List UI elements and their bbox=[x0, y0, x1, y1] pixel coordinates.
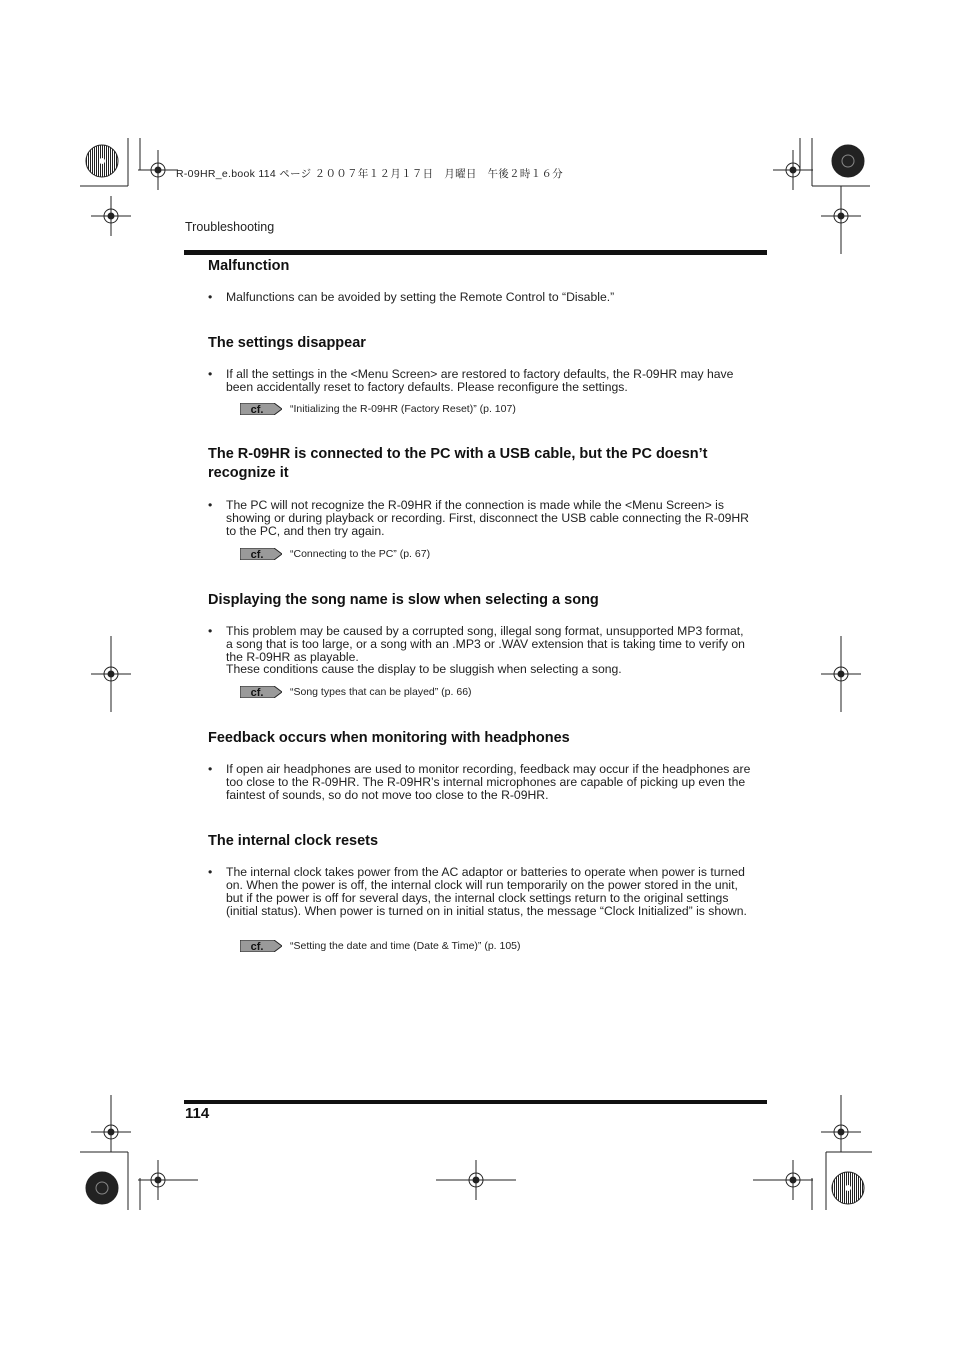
cf-badge-icon bbox=[240, 548, 282, 560]
section-heading-feedback: Feedback occurs when monitoring with headphones bbox=[208, 730, 570, 746]
bullet-text: The internal clock takes power from the AC adaptor or batteries to operate when power is turned on. When the power is off, the internal clock will run temporarily on the power stored in the unit, but if the power is off for several days, the internal clock settings return to the original settings (initial status). When power is turned on in initial status, the message “Clock Initialized” is shown. bbox=[226, 865, 747, 918]
page-number: 114 bbox=[185, 1105, 210, 1122]
crossref-text: “Song types that can be played” (p. 66) bbox=[290, 686, 472, 698]
header-rule bbox=[184, 250, 767, 255]
bullet-symbol: • bbox=[208, 290, 213, 304]
crossref-text: “Initializing the R-09HR (Factory Reset)” (p. 107) bbox=[290, 403, 516, 415]
crossref-date-time bbox=[240, 939, 521, 953]
section-heading-song-name-slow: Displaying the song name is slow when selecting a song bbox=[208, 592, 599, 608]
crossref-connecting-pc bbox=[240, 547, 430, 561]
bullet-symbol: • bbox=[208, 624, 213, 638]
svg-text:cf.: cf. bbox=[250, 687, 264, 698]
cf-badge-icon bbox=[240, 940, 282, 952]
svg-text:cf.: cf. bbox=[250, 549, 264, 560]
section-heading-malfunction: Malfunction bbox=[208, 258, 290, 274]
cf-badge-icon bbox=[240, 686, 282, 698]
print-info-line: R-09HR_e.book 114 ページ ２００７年１２月１７日 月曜日 午後２時１６分 bbox=[176, 168, 564, 180]
bullet-symbol: • bbox=[208, 367, 213, 381]
footer-rule bbox=[184, 1100, 767, 1104]
bullet-symbol: • bbox=[208, 498, 213, 512]
running-head: Troubleshooting bbox=[185, 220, 275, 234]
svg-text:cf.: cf. bbox=[250, 404, 264, 415]
bullet-text: If open air headphones are used to monitor recording, feedback may occur if the headphones are too close to the R-09HR. The R-09HR’s internal microphones are capable of picking up even the faintest of sounds, so do not move too close to the R-09HR. bbox=[226, 762, 751, 802]
section-heading-settings-disappear: The settings disappear bbox=[208, 335, 366, 351]
bullet-text-extra: These conditions cause the display to be sluggish when selecting a song. bbox=[226, 662, 622, 676]
bullet-text: The PC will not recognize the R-09HR if the connection is made while the <Menu Screen> is showing or during playback or recording. First, disconnect the USB cable connecting the R-09HR to the PC, and then try again. bbox=[226, 498, 749, 538]
section-heading-usb-connection: The R-09HR is connected to the PC with a USB cable, but the PC doesn’t recognize it bbox=[208, 446, 708, 481]
bullet-text: This problem may be caused by a corrupted song, illegal song format, unsupported MP3 format, a song that is too large, or a song with an .MP3 or .WAV extension that is taking time to verify on the R-09HR as playable. bbox=[226, 624, 745, 664]
crossref-text: “Connecting to the PC” (p. 67) bbox=[290, 548, 431, 560]
crossref-factory-reset bbox=[240, 402, 516, 416]
svg-text:cf.: cf. bbox=[250, 941, 264, 952]
bullet-symbol: • bbox=[208, 762, 213, 776]
crossref-song-types bbox=[240, 685, 472, 699]
cf-badge-icon bbox=[240, 403, 282, 415]
bullet-symbol: • bbox=[208, 865, 213, 879]
crossref-text: “Setting the date and time (Date & Time)” (p. 105) bbox=[290, 940, 521, 952]
bullet-text: If all the settings in the <Menu Screen> are restored to factory defaults, the R-09HR may have been accidentally reset to factory defaults. Please reconfigure the settings. bbox=[226, 367, 734, 394]
section-heading-internal-clock: The internal clock resets bbox=[208, 833, 379, 849]
bullet-text: Malfunctions can be avoided by setting the Remote Control to “Disable.” bbox=[226, 290, 615, 304]
